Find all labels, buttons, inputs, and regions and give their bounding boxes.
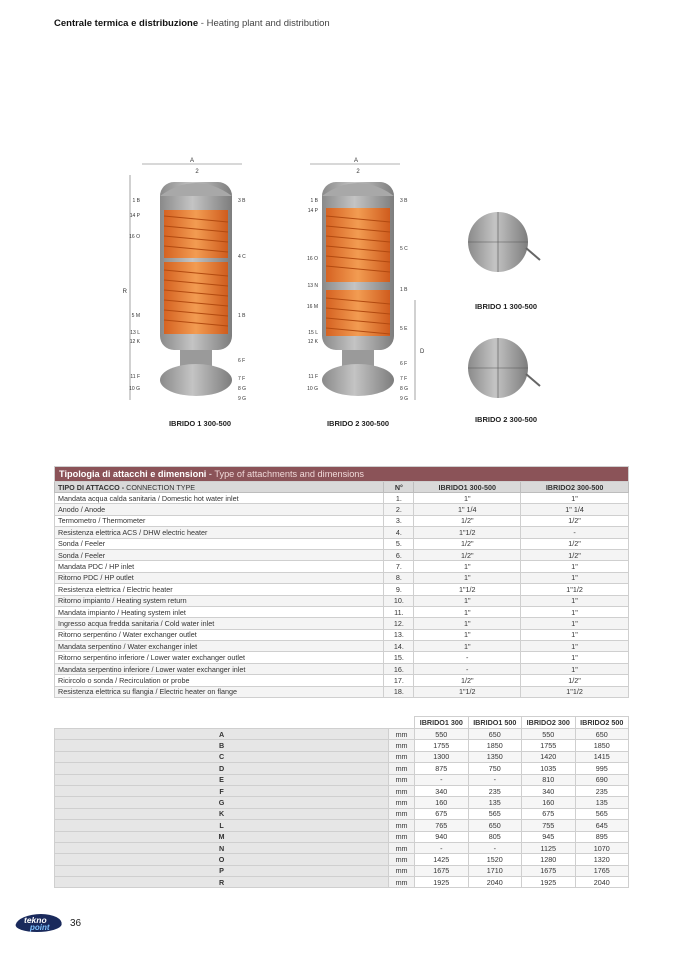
tank1-dim-2: 2 bbox=[195, 169, 199, 175]
ibrido1-size: 1/2" bbox=[414, 549, 521, 560]
dimension-value: 160 bbox=[522, 797, 575, 808]
header-title-it: Centrale termica e distribuzione bbox=[54, 18, 199, 29]
connection-desc: Ricircolo o sonda / Recirculation or probe bbox=[55, 675, 384, 686]
tank1-dim-r: R bbox=[122, 289, 127, 295]
table-row bbox=[55, 504, 629, 515]
dimension-value: 1755 bbox=[522, 740, 575, 751]
connection-number: 7. bbox=[384, 561, 414, 572]
attachments-title-it: Tipologia di attacchi e dimensioni bbox=[59, 469, 207, 479]
tank1-coil-lower bbox=[164, 262, 228, 334]
dimension-value: 1850 bbox=[575, 740, 629, 751]
tank2-dim-2: 2 bbox=[356, 169, 360, 175]
dimension-value: 1765 bbox=[575, 865, 629, 876]
connection-desc: Resistenza elettrica / Electric heater bbox=[55, 584, 384, 595]
dimension-unit: mm bbox=[389, 774, 415, 785]
dimension-value: 1420 bbox=[522, 751, 575, 762]
table-row bbox=[55, 618, 629, 629]
table-row bbox=[55, 629, 629, 640]
table-row bbox=[55, 740, 629, 751]
dimension-value: 1675 bbox=[415, 865, 468, 876]
tank1-base bbox=[160, 364, 232, 396]
tank1-dim-a: A bbox=[189, 158, 195, 164]
connection-number: 17. bbox=[384, 675, 414, 686]
table-row bbox=[55, 572, 629, 583]
table-row bbox=[55, 584, 629, 595]
top-view-2-caption: IBRIDO 2 300-500 bbox=[474, 415, 538, 424]
connection-desc: Mandata impianto / Heating system inlet bbox=[55, 606, 384, 617]
dimension-value: 135 bbox=[468, 797, 521, 808]
dim-col-2: IBRIDO1 500 bbox=[468, 717, 521, 729]
dimension-value: 1070 bbox=[575, 842, 629, 853]
table-row bbox=[55, 854, 629, 865]
dimension-value: 1850 bbox=[468, 740, 521, 751]
dimension-value: 650 bbox=[575, 729, 629, 740]
dimension-value: 755 bbox=[522, 820, 575, 831]
ibrido2-size: 1"1/2 bbox=[521, 584, 629, 595]
dimension-value: 1755 bbox=[415, 740, 468, 751]
dimension-label: F bbox=[55, 785, 389, 796]
dimension-value: 1300 bbox=[415, 751, 468, 762]
ibrido2-size: 1/2" bbox=[521, 538, 629, 549]
tank2-coil-lower bbox=[326, 290, 390, 336]
dimension-unit: mm bbox=[389, 763, 415, 774]
dimension-label: N bbox=[55, 842, 389, 853]
connection-desc: Mandata acqua calda sanitaria / Domestic hot water inlet bbox=[55, 493, 384, 504]
connection-number: 10. bbox=[384, 595, 414, 606]
dimension-label: A bbox=[55, 729, 389, 740]
table-row bbox=[55, 663, 629, 674]
ibrido2-size: 1" bbox=[521, 493, 629, 504]
col-type-en: CONNECTION TYPE bbox=[126, 482, 196, 492]
ibrido1-size: 1/2" bbox=[414, 538, 521, 549]
dimension-value: 235 bbox=[468, 785, 521, 796]
dimension-label: K bbox=[55, 808, 389, 819]
dimension-unit: mm bbox=[389, 808, 415, 819]
connection-number: 9. bbox=[384, 584, 414, 595]
dimension-value: - bbox=[468, 842, 521, 853]
header-separator: - bbox=[198, 18, 207, 29]
dimension-unit: mm bbox=[389, 877, 415, 888]
dimension-value: 895 bbox=[575, 831, 629, 842]
tank-1-drawing bbox=[123, 158, 242, 428]
top-view-1-caption: IBRIDO 1 300-500 bbox=[474, 302, 538, 311]
page-header bbox=[54, 18, 330, 29]
ibrido1-size: 1/2" bbox=[414, 675, 521, 686]
dimension-unit: mm bbox=[389, 785, 415, 796]
dimension-label: D bbox=[55, 763, 389, 774]
tank2-coil-upper bbox=[326, 208, 390, 282]
dimension-value: 650 bbox=[468, 820, 521, 831]
dimension-label: M bbox=[55, 831, 389, 842]
table-row bbox=[55, 774, 629, 785]
col-ibrido2: IBRIDO2 300-500 bbox=[521, 482, 629, 493]
col-n: N° bbox=[384, 482, 414, 493]
dimension-value: 940 bbox=[415, 831, 468, 842]
connection-desc: Resistenza elettrica su flangia / Electric heater on flange bbox=[55, 686, 384, 697]
connection-number: 15. bbox=[384, 652, 414, 663]
connection-label: 5 C bbox=[400, 246, 408, 252]
table-row bbox=[55, 751, 629, 762]
connection-label: 14 P bbox=[307, 208, 318, 214]
ibrido2-size: 1" bbox=[521, 663, 629, 674]
connection-label: 14 P bbox=[129, 213, 140, 219]
connection-label: 3 B bbox=[238, 198, 246, 204]
dimension-value: 565 bbox=[468, 808, 521, 819]
ibrido2-size: 1/2" bbox=[521, 515, 629, 526]
page-number: 36 bbox=[70, 918, 82, 929]
ibrido1-size: 1" bbox=[414, 606, 521, 617]
ibrido1-size: 1" 1/4 bbox=[414, 504, 521, 515]
connection-desc: Mandata serpentino / Water exchanger inlet bbox=[55, 641, 384, 652]
ibrido1-size: 1" bbox=[414, 493, 521, 504]
dimension-label: O bbox=[55, 854, 389, 865]
dimension-label: L bbox=[55, 820, 389, 831]
ibrido2-size: - bbox=[521, 527, 629, 538]
connection-label: 5 M bbox=[131, 313, 140, 319]
connection-label: 10 G bbox=[307, 386, 318, 392]
logo-text-2: point bbox=[30, 923, 50, 932]
dimension-value: 750 bbox=[468, 763, 521, 774]
connection-label: 11 F bbox=[308, 374, 318, 380]
dimension-unit: mm bbox=[389, 865, 415, 876]
dim-col-4: IBRIDO2 500 bbox=[575, 717, 629, 729]
dimension-value: 2040 bbox=[468, 877, 521, 888]
dimension-value: 1675 bbox=[522, 865, 575, 876]
table-row bbox=[55, 652, 629, 663]
connection-label: 1 B bbox=[238, 313, 246, 319]
dimension-value: - bbox=[415, 774, 468, 785]
dimension-label: B bbox=[55, 740, 389, 751]
attachments-header-row bbox=[55, 482, 629, 493]
connection-desc: Mandata PDC / HP inlet bbox=[55, 561, 384, 572]
connection-desc: Resistenza elettrica ACS / DHW electric heater bbox=[55, 527, 384, 538]
dimension-value: 235 bbox=[575, 785, 629, 796]
table-row bbox=[55, 641, 629, 652]
connection-desc: Ritorno PDC / HP outlet bbox=[55, 572, 384, 583]
table-row bbox=[55, 549, 629, 560]
col-type-it: TIPO DI ATTACCO - bbox=[58, 482, 127, 492]
header-title-en: Heating plant and distribution bbox=[206, 18, 330, 29]
connection-number: 3. bbox=[384, 515, 414, 526]
dimension-value: 1035 bbox=[522, 763, 575, 774]
ibrido1-size: - bbox=[414, 663, 521, 674]
table-row bbox=[55, 538, 629, 549]
top-view-2 bbox=[468, 338, 540, 424]
ibrido1-size: - bbox=[414, 652, 521, 663]
dimension-value: 805 bbox=[468, 831, 521, 842]
table-row bbox=[55, 686, 629, 697]
connection-label: 16 O bbox=[129, 234, 140, 240]
dimension-unit: mm bbox=[389, 831, 415, 842]
connection-label: 11 F bbox=[130, 374, 140, 380]
dimension-value: 1520 bbox=[468, 854, 521, 865]
table-row bbox=[55, 877, 629, 888]
connection-number: 8. bbox=[384, 572, 414, 583]
connection-label: 12 K bbox=[307, 339, 318, 345]
table-row bbox=[55, 493, 629, 504]
col-type bbox=[55, 482, 384, 493]
logo-text-1: tekno bbox=[24, 915, 47, 925]
connection-number: 1. bbox=[384, 493, 414, 504]
tank2-dim-a: A bbox=[353, 158, 359, 164]
ibrido1-size: 1/2" bbox=[414, 515, 521, 526]
dimension-value: 690 bbox=[575, 774, 629, 785]
dimension-label: G bbox=[55, 797, 389, 808]
ibrido1-size: 1" bbox=[414, 595, 521, 606]
table-row bbox=[55, 797, 629, 808]
tank1-caption: IBRIDO 1 300-500 bbox=[168, 419, 232, 428]
connection-label: 13 L bbox=[130, 330, 140, 336]
connection-number: 11. bbox=[384, 606, 414, 617]
connection-label: 8 G bbox=[238, 386, 247, 392]
connection-label: 10 G bbox=[129, 386, 140, 392]
connection-label: 1 B bbox=[310, 198, 318, 204]
ibrido2-size: 1" bbox=[521, 595, 629, 606]
connection-number: 5. bbox=[384, 538, 414, 549]
connection-desc: Mandata serpentino inferiore / Lower water exchanger inlet bbox=[55, 663, 384, 674]
dimension-unit: mm bbox=[389, 729, 415, 740]
ibrido1-size: 1" bbox=[414, 618, 521, 629]
dimension-value: 1425 bbox=[415, 854, 468, 865]
connection-label: 8 G bbox=[400, 386, 409, 392]
dimension-value: 1320 bbox=[575, 854, 629, 865]
dimension-value: 1925 bbox=[522, 877, 575, 888]
connection-label: 3 B bbox=[400, 198, 408, 204]
dimension-value: 550 bbox=[522, 729, 575, 740]
ibrido2-size: 1" bbox=[521, 572, 629, 583]
dimension-value: 565 bbox=[575, 808, 629, 819]
tekno-point-logo bbox=[16, 912, 66, 934]
connection-number: 13. bbox=[384, 629, 414, 640]
connection-number: 12. bbox=[384, 618, 414, 629]
connection-label: 5 E bbox=[400, 326, 408, 332]
connection-number: 16. bbox=[384, 663, 414, 674]
connection-label: 15 L bbox=[308, 330, 318, 336]
table-row bbox=[55, 808, 629, 819]
ibrido2-size: 1/2" bbox=[521, 549, 629, 560]
connection-desc: Ingresso acqua fredda sanitaria / Cold water inlet bbox=[55, 618, 384, 629]
table-row bbox=[55, 831, 629, 842]
attachments-table bbox=[54, 466, 629, 698]
connection-label: 13 N bbox=[307, 283, 318, 289]
dimension-value: 340 bbox=[522, 785, 575, 796]
connection-label: 7 F bbox=[238, 376, 246, 382]
tank1-coil-upper bbox=[164, 210, 228, 258]
dimension-value: 675 bbox=[415, 808, 468, 819]
table-row bbox=[55, 595, 629, 606]
connection-label: 9 G bbox=[400, 396, 409, 402]
connection-label: 12 K bbox=[129, 339, 140, 345]
ibrido2-size: 1/2" bbox=[521, 675, 629, 686]
dimension-value: 945 bbox=[522, 831, 575, 842]
dimension-value: 810 bbox=[522, 774, 575, 785]
attachments-title-en: Type of attachments and dimensions bbox=[214, 469, 365, 479]
table-row bbox=[55, 729, 629, 740]
table-row bbox=[55, 606, 629, 617]
dimension-value: 1925 bbox=[415, 877, 468, 888]
ibrido2-size: 1" bbox=[521, 652, 629, 663]
table-row bbox=[55, 785, 629, 796]
ibrido2-size: 1" bbox=[521, 618, 629, 629]
ibrido2-size: 1"1/2 bbox=[521, 686, 629, 697]
dimension-value: - bbox=[468, 774, 521, 785]
dimension-value: 1125 bbox=[522, 842, 575, 853]
table-row bbox=[55, 561, 629, 572]
dimension-label: P bbox=[55, 865, 389, 876]
ibrido2-size: 1" bbox=[521, 629, 629, 640]
dimension-unit: mm bbox=[389, 740, 415, 751]
top-view-1 bbox=[468, 212, 540, 311]
dim-col-3: IBRIDO2 300 bbox=[522, 717, 575, 729]
connection-label: 6 F bbox=[400, 361, 408, 367]
table-row bbox=[55, 842, 629, 853]
dimension-value: 1710 bbox=[468, 865, 521, 876]
ibrido2-size: 1" bbox=[521, 561, 629, 572]
table-row bbox=[55, 865, 629, 876]
dimension-value: 875 bbox=[415, 763, 468, 774]
tank2-dim-d: D bbox=[420, 349, 425, 355]
ibrido1-size: 1" bbox=[414, 561, 521, 572]
connection-label: 9 G bbox=[238, 396, 247, 402]
connection-number: 18. bbox=[384, 686, 414, 697]
dimension-label: C bbox=[55, 751, 389, 762]
connection-label: 16 M bbox=[306, 304, 318, 310]
dimensions-header-row bbox=[55, 717, 629, 729]
dimension-unit: mm bbox=[389, 751, 415, 762]
dimension-value: 340 bbox=[415, 785, 468, 796]
dimension-value: - bbox=[415, 842, 468, 853]
connection-label: 16 O bbox=[307, 256, 318, 262]
connection-desc: Sonda / Feeler bbox=[55, 549, 384, 560]
tank2-base bbox=[322, 364, 394, 396]
ibrido1-size: 1"1/2 bbox=[414, 686, 521, 697]
attachments-title-sep: - bbox=[206, 469, 215, 479]
table-row bbox=[55, 763, 629, 774]
dimension-label: E bbox=[55, 774, 389, 785]
drawings-svg bbox=[100, 150, 570, 440]
dimension-value: 650 bbox=[468, 729, 521, 740]
dimension-value: 1415 bbox=[575, 751, 629, 762]
dimension-value: 550 bbox=[415, 729, 468, 740]
ibrido2-size: 1" bbox=[521, 641, 629, 652]
dimension-value: 135 bbox=[575, 797, 629, 808]
connection-desc: Ritorno serpentino / Water exchanger outlet bbox=[55, 629, 384, 640]
dim-col-1: IBRIDO1 300 bbox=[415, 717, 468, 729]
col-ibrido1: IBRIDO1 300-500 bbox=[414, 482, 521, 493]
connection-desc: Sonda / Feeler bbox=[55, 538, 384, 549]
table-row bbox=[55, 515, 629, 526]
dimension-value: 765 bbox=[415, 820, 468, 831]
ibrido1-size: 1"1/2 bbox=[414, 527, 521, 538]
ibrido1-size: 1"1/2 bbox=[414, 584, 521, 595]
dimension-value: 160 bbox=[415, 797, 468, 808]
dimension-unit: mm bbox=[389, 820, 415, 831]
ibrido1-size: 1" bbox=[414, 641, 521, 652]
connection-label: 4 C bbox=[238, 254, 246, 260]
connection-desc: Ritorno serpentino inferiore / Lower water exchanger outlet bbox=[55, 652, 384, 663]
connection-desc: Termometro / Thermometer bbox=[55, 515, 384, 526]
dimension-unit: mm bbox=[389, 797, 415, 808]
connection-label: 7 F bbox=[400, 376, 408, 382]
connection-desc: Anodo / Anode bbox=[55, 504, 384, 515]
dimensions-table bbox=[54, 716, 629, 888]
dimension-value: 645 bbox=[575, 820, 629, 831]
ibrido2-size: 1" bbox=[521, 606, 629, 617]
dimension-value: 1350 bbox=[468, 751, 521, 762]
dimension-value: 1280 bbox=[522, 854, 575, 865]
connection-label: 6 F bbox=[238, 358, 246, 364]
connection-number: 6. bbox=[384, 549, 414, 560]
dimension-value: 2040 bbox=[575, 877, 629, 888]
dimension-value: 675 bbox=[522, 808, 575, 819]
connection-number: 2. bbox=[384, 504, 414, 515]
table-row bbox=[55, 527, 629, 538]
attachments-table-title bbox=[55, 467, 629, 482]
tank2-caption: IBRIDO 2 300-500 bbox=[326, 419, 390, 428]
connection-desc: Ritorno impianto / Heating system return bbox=[55, 595, 384, 606]
dimension-value: 995 bbox=[575, 763, 629, 774]
dimension-label: R bbox=[55, 877, 389, 888]
technical-drawings bbox=[100, 150, 570, 440]
connection-label: 1 B bbox=[132, 198, 140, 204]
connection-number: 4. bbox=[384, 527, 414, 538]
table-row bbox=[55, 675, 629, 686]
connection-number: 14. bbox=[384, 641, 414, 652]
ibrido2-size: 1" 1/4 bbox=[521, 504, 629, 515]
ibrido1-size: 1" bbox=[414, 629, 521, 640]
dimension-unit: mm bbox=[389, 854, 415, 865]
connection-label: 1 B bbox=[400, 287, 408, 293]
dimension-unit: mm bbox=[389, 842, 415, 853]
table-row bbox=[55, 820, 629, 831]
ibrido1-size: 1" bbox=[414, 572, 521, 583]
